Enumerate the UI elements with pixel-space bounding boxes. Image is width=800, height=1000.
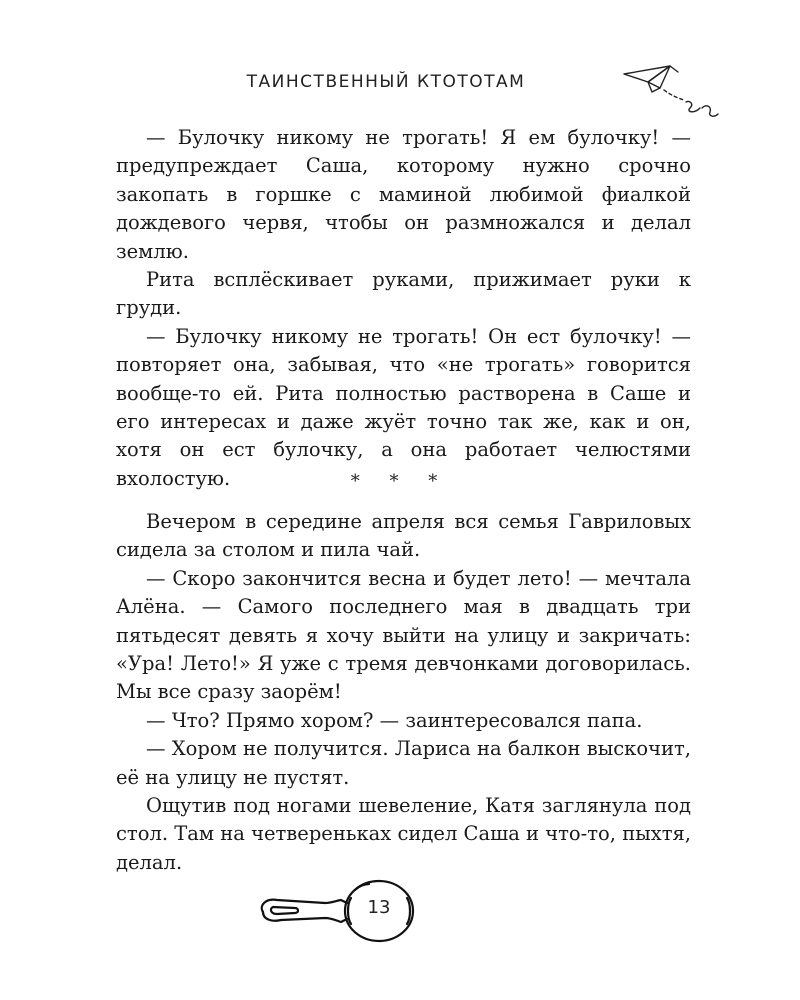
section-separator: * * * bbox=[350, 471, 450, 492]
paragraph: — Что? Прямо хором? — заинтересовался папа. bbox=[146, 708, 643, 732]
paragraph: Вечером в середине апреля вся семья Гавриловых сидела за столом и пила чай. bbox=[116, 510, 691, 562]
frying-pan-icon bbox=[255, 876, 425, 946]
paragraph: — Булочку никому не трогать! Я ем булочку! — предупреждает Саша, которому нужно срочно закопать в горшке с маминой любимой фиалкой дождевого червя, чтобы он размножался и делал землю. bbox=[116, 126, 691, 263]
paragraph: Ощутив под ногами шевеление, Катя заглянула под стол. Там на четвереньках сидел Саша и что-то, пыхтя, делал. bbox=[116, 794, 691, 874]
text-block-lower bbox=[116, 508, 691, 877]
page-number-frame bbox=[255, 876, 425, 946]
paragraph: Рита всплёскивает руками, прижимает руки к груди. bbox=[116, 268, 691, 320]
paper-plane-icon bbox=[620, 58, 730, 128]
page-number: 13 bbox=[367, 897, 391, 918]
paragraph: — Хором не получится. Лариса на балкон выскочит, её на улицу не пустят. bbox=[116, 737, 691, 789]
paragraph: — Скоро закончится весна и будет лето! — мечтала Алёна. — Самого последнего мая в двадцать три пятьдесят девять я хочу выйти на улицу и закричать: «Ура! Лето!» Я уже с тремя девчонками договорилась. Мы все сразу заорём! bbox=[116, 566, 691, 704]
paragraph: — Булочку никому не трогать! Он ест булочку! — повторяет она, забывая, что «не трогать» говорится вообще-то ей. Рита полностью растворена в Саше и его интересах и даже жуёт точно так же, как и он, хотя он ест булочку, а она работает челюстями вхолостую. bbox=[116, 324, 691, 490]
running-title: ТАИНСТВЕННЫЙ КТОТОТАМ bbox=[246, 72, 526, 92]
text-block-upper bbox=[116, 124, 691, 493]
